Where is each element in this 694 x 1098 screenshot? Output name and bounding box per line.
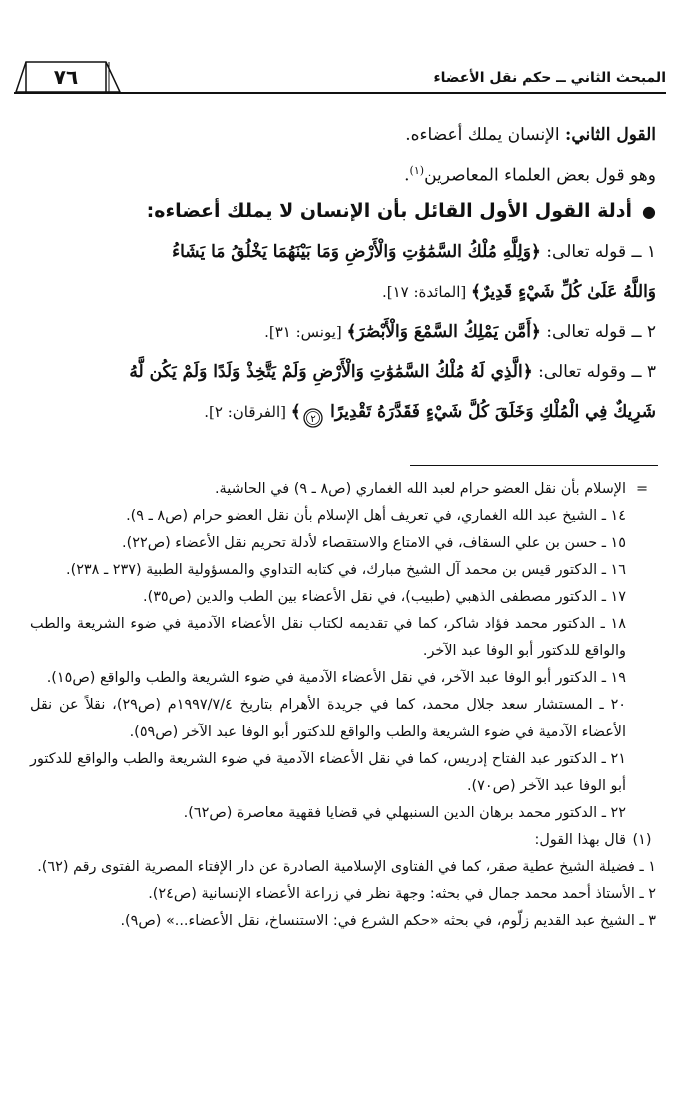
list-item: ١٧ ـ الدكتور مصطفى الذهبي (طبيب)، في نقل الأعضاء بين الطب والدين (ص٣٥). xyxy=(143,589,626,605)
ayah-1-line-2 xyxy=(36,272,656,312)
ayah-2-reference: [يونس: ٣١]. xyxy=(264,323,347,341)
ayah-1-line-1 xyxy=(36,232,656,272)
second-opinion-text: الإنسان يملك أعضاءه. xyxy=(405,125,566,145)
page-header xyxy=(14,60,666,100)
footnote-1-mark: (١) xyxy=(632,832,652,848)
list-item: ٢١ ـ الدكتور عبد الفتاح إدريس، كما في نقل الأعضاء الآدمية في ضوء الشريعة والطب والواقع للدكتور أبو الوفا عبد الآخر (ص٧٠). xyxy=(30,751,626,794)
ayah-3-quran-part2: شَرِيكٌ فِي الْمُلْكِ وَخَلَقَ كُلَّ شَيْءٍ فَقَدَّرَهُ تَقْدِيرًا xyxy=(330,402,656,422)
section-heading xyxy=(36,190,656,232)
ayah-3-intro: ٣ ــ وقوله تعالى: xyxy=(532,362,656,382)
list-item: ٢ ـ الأستاذ أحمد محمد جمال في بحثه: وجهة نظر في زراعة الأعضاء الإنسانية (ص٢٤). xyxy=(148,886,656,902)
continuation-text: الإسلام بأن نقل العضو حرام لعبد الله الغماري (ص٨ ـ ٩) في الحاشية. xyxy=(214,481,626,497)
list-item: ١٥ ـ حسن بن علي السقاف، في الامتاع والاستقصاء لأدلة تحريم نقل الأعضاء (ص٢٢). xyxy=(122,535,626,551)
ayah-3-quran-part1: ﴿الَّذِي لَهُ مُلْكُ السَّمَٰوَٰتِ وَالْأَرْضِ وَلَمْ يَتَّخِذْ وَلَدًا وَلَمْ يَكُن لَّهُ xyxy=(129,362,533,382)
list-item: ١ ـ فضيلة الشيخ عطية صقر، كما في الفتاوى الإسلامية الصادرة عن دار الإفتاء المصرية الفتوى رقم (٦٢). xyxy=(37,859,656,875)
ayah-2-quran: ﴿أَمَّن يَمْلِكُ السَّمْعَ وَالْأَبْصَٰرَ﴾ xyxy=(346,322,541,342)
ayah-1-reference: [المائدة: ١٧]. xyxy=(381,283,472,301)
second-opinion-holders: وهو قول بعض العلماء المعاصرين xyxy=(424,165,656,186)
ayah-1-quran-part2: وَاللَّهُ عَلَىٰ كُلِّ شَيْءٍ قَدِيرٌ﴾ xyxy=(471,282,656,302)
list-item: ١٨ ـ الدكتور محمد فؤاد شاكر، كما في تقديمه لكتاب نقل الأعضاء الآدمية في ضوء الشريعة والطب والواقع للدكتور أبو الوفا عبد الآخر. xyxy=(30,616,626,659)
footnote-list-prev xyxy=(30,503,656,827)
list-item: ٢٠ ـ المستشار سعد جلال محمد، كما في جريدة الأهرام بتاريخ ١٩٩٧/٧/٤م (ص٢٩)، نقلاً عن نقل الأعضاء الآدمية في ضوء الشريعة والطب والواقع للدكتور أبو الوفا عبد الآخر (ص٥٩). xyxy=(30,697,627,740)
ayah-end-number: ٢ xyxy=(310,413,316,425)
running-title: المبحث الثاني ــ حكم نقل الأعضاء xyxy=(433,70,666,86)
ayah-3-reference: [الفرقان: ٢]. xyxy=(204,403,291,421)
bullet-icon: ● xyxy=(642,202,656,221)
ayah-3-close-bracket: ﴾ xyxy=(290,402,301,422)
section-heading-text: أدلة القول الأول القائل بأن الإنسان لا يملك أعضاءه: xyxy=(146,200,633,222)
second-opinion-label: القول الثاني: xyxy=(565,125,656,145)
page-number-box xyxy=(14,60,122,92)
list-item: ٣ ـ الشيخ عبد القديم زلّوم، في بحثه «حكم الشرع في: الاستنساخ، نقل الأعضاء...» (ص٩). xyxy=(120,913,656,929)
second-opinion-end: . xyxy=(404,165,410,186)
main-text xyxy=(36,118,656,432)
second-opinion-line xyxy=(36,118,656,152)
ayah-1-intro: ١ ــ قوله تعالى: xyxy=(540,242,656,262)
footnote-1-list xyxy=(30,854,656,935)
second-opinion-holders-line xyxy=(36,152,656,190)
ayah-end-marker-icon xyxy=(303,403,323,423)
ayah-1-quran-part1: ﴿وَلِلَّهِ مُلْكُ السَّمَٰوَٰتِ وَالْأَرْضِ وَمَا بَيْنَهُمَا يَخْلُقُ مَا يَشَاءُ xyxy=(172,242,541,262)
ayah-3-line-1 xyxy=(36,352,656,392)
list-item: ١٤ ـ الشيخ عبد الله الغماري، في تعريف أهل الإسلام بأن نقل العضو حرام (ص٨ ـ ٩). xyxy=(126,508,626,524)
footnote-1 xyxy=(30,827,656,854)
list-item: ٢٢ ـ الدكتور محمد برهان الدين السنبهلي في قضايا فقهية معاصرة (ص٦٢). xyxy=(183,805,626,821)
footnote-1-intro: قال بهذا القول: xyxy=(534,832,626,848)
ayah-3-line-2 xyxy=(36,392,656,432)
footnote-ref-1[interactable]: (١) xyxy=(409,164,425,177)
ayah-2-intro: ٢ ــ قوله تعالى: xyxy=(540,322,656,342)
continuation-mark: = xyxy=(635,481,649,497)
page-number: ٧٦ xyxy=(53,65,79,89)
footnotes xyxy=(30,476,656,935)
list-item: ١٩ ـ الدكتور أبو الوفا عبد الآخر، في نقل الأعضاء الآدمية في ضوء الشريعة والطب والواقع (ص١٥). xyxy=(46,670,626,686)
footnote-continuation xyxy=(30,476,656,503)
footnote-separator xyxy=(410,465,658,466)
list-item: ١٦ ـ الدكتور قيس بن محمد آل الشيخ مبارك، في كتابه التداوي والمسؤولية الطبية (٢٣٧ ـ ٢٣٨). xyxy=(66,562,626,578)
ayah-2-line xyxy=(36,312,656,352)
